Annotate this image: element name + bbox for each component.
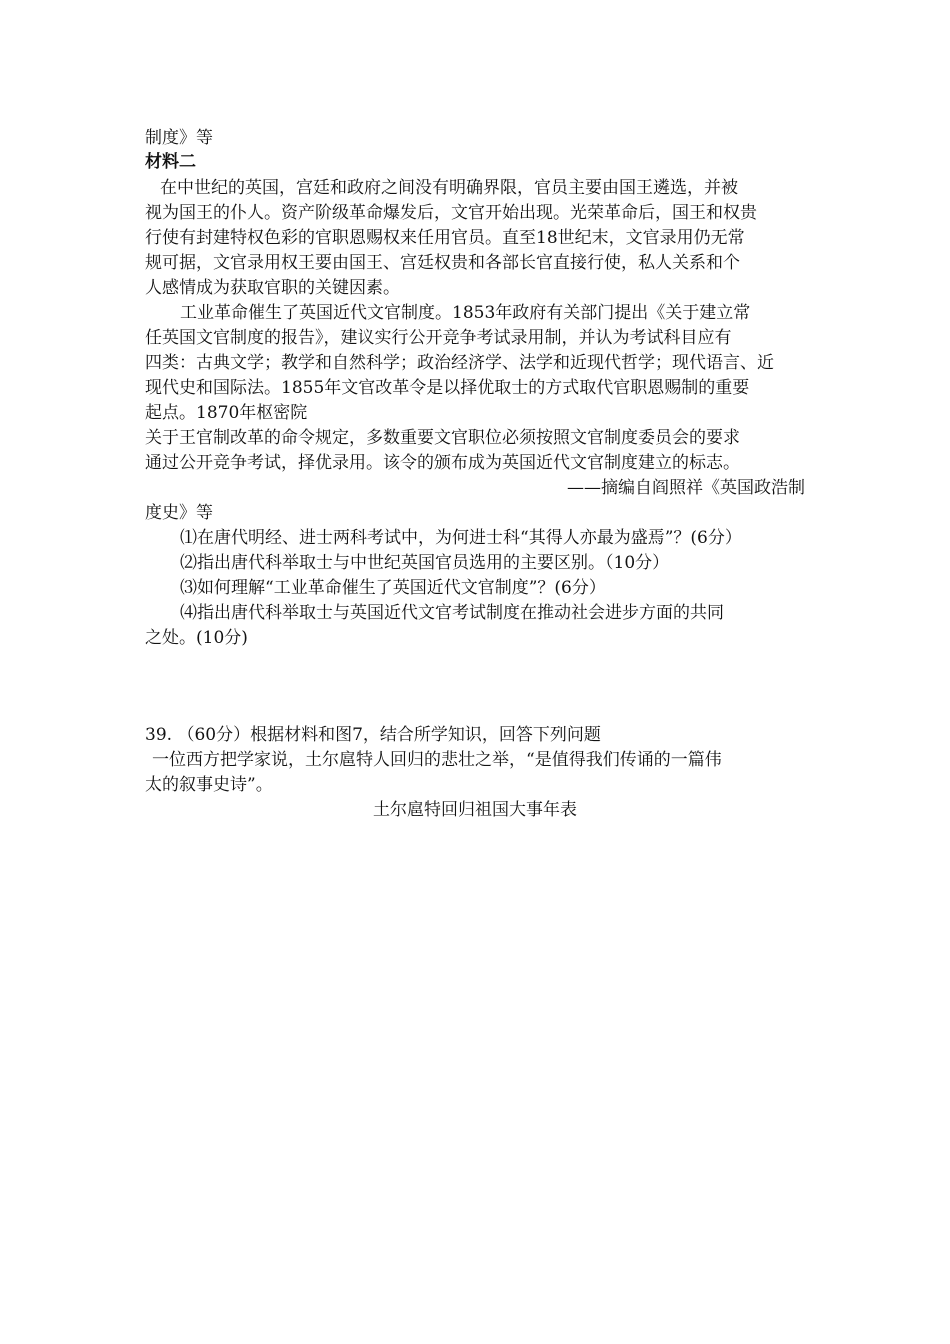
question-1: ⑴在唐代明经、进士两科考试中，为何进士科“其得人亦最为盛焉”？(6分） [180,528,742,548]
material2-source-line2: 度史》等 [145,503,213,523]
material2-para1-line1: 在中世纪的英国，宫廷和政府之间没有明确界限，官员主要由国王遴选，并被 [160,178,738,198]
material2-para2-line3: 四类：古典文学；教学和自然科学；政治经济学、法学和近现代哲学；现代语言、近 [145,353,774,373]
material2-heading: 材料二 [145,152,196,172]
material2-para2-line7: 通过公开竞争考试，择优录用。该令的颁布成为英国近代文官制度建立的标志。 [145,453,740,473]
question-2: ⑵指出唐代科举取士与中世纪英国官员选用的主要区别。（10分） [180,553,670,573]
material2-para1-line3: 行使有封建特权色彩的官职恩赐权来任用官员。直至18世纪末，文官录用仍无常 [145,228,745,248]
question-39-intro-line2: 太的叙事史诗”。 [145,775,273,795]
question-3: ⑶如何理解“工业革命催生了英国近代文官制度”？(6分） [180,578,606,598]
material2-para2-line5: 起点。1870年枢密院 [145,403,308,423]
question-39-stem: 39. （60分）根据材料和图7，结合所学知识，回答下列问题 [145,725,601,745]
question-4-line1: ⑷指出唐代科举取士与英国近代文官考试制度在推动社会进步方面的共同 [180,603,724,623]
question-4-line2: 之处。(10分) [145,628,248,648]
material1-tail: 制度》等 [145,128,213,148]
material2-para2-line1: 工业革命催生了英国近代文官制度。1853年政府有关部门提出《关于建立常 [180,303,751,323]
timeline-table-title: 土尔扈特回归祖国大事年表 [373,800,577,820]
material2-para2-line4: 现代史和国际法。1855年文官改革令是以择优取士的方式取代官职恩赐制的重要 [145,378,750,398]
material2-para2-line2: 任英国文官制度的报告》，建议实行公开竞争考试录用制，并认为考试科目应有 [145,328,732,348]
material2-source-line1: ——摘编自阎照祥《英国政浩制 [567,478,805,498]
question-39-intro-line1: 一位西方把学家说，土尔扈特人回归的悲壮之举，“是值得我们传诵的一篇伟 [152,750,722,770]
material2-para2-line6: 关于王官制改革的命令规定，多数重要文官职位必须按照文官制度委员会的要求 [145,428,740,448]
material2-para1-line5: 人感情成为获取官职的关键因素。 [145,278,400,298]
material2-para1-line2: 视为国王的仆人。资产阶级革命爆发后，文官开始出现。光荣革命后，国王和权贵 [145,203,757,223]
material2-para1-line4: 规可据，文官录用权王要由国王、宫廷权贵和各部长官直接行使，私人关系和个 [145,253,740,273]
